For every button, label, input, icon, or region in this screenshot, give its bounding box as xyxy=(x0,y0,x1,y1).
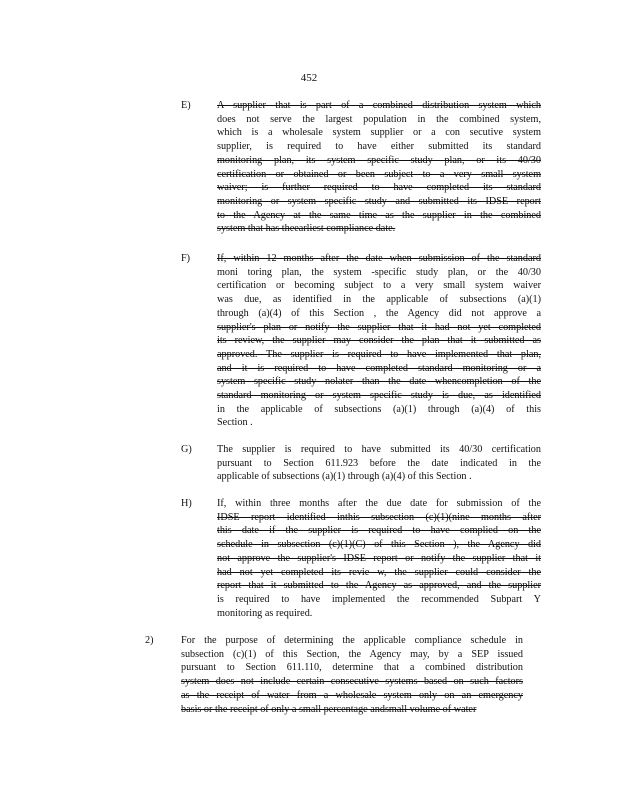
text-line: pursuant to Section 611.923 before the date indicated in the xyxy=(217,457,541,469)
text-line: standard monitoring or system specific study is due, as identified xyxy=(217,390,541,401)
page-number: 452 xyxy=(300,72,318,84)
text-line: pursuant to Section 611.110, determine that a combined distribution xyxy=(181,662,523,674)
text-line: system that has theearliest compliance date. xyxy=(217,223,396,235)
text-line: was due, as identified in the applicable of subsections (a)(1) xyxy=(217,294,541,306)
text-line: its review, the supplier may consider the plan that it submitted as xyxy=(217,335,541,347)
text-line: this date if the supplier is required to have complied on the xyxy=(217,525,541,537)
text-line: supplier, is required to have either submitted its standard xyxy=(217,141,541,153)
text-line: schedule in subsection (c)(1)(C) of this Section ), the Agency did xyxy=(217,539,541,551)
text-line: had not yet completed its revie w, the supplier could consider the xyxy=(217,566,541,578)
text-line: For the purpose of determining the applicable compliance schedule in xyxy=(181,635,523,646)
text-line: approved. The supplier is required to have implemented that plan, xyxy=(217,348,541,360)
text-line: through (a)(4) of this Section , the Agency did not approve a xyxy=(217,307,541,319)
text-line: system does not include certain consecutive systems based on such factors xyxy=(181,676,523,688)
subsection-label: E) xyxy=(181,100,191,111)
text-line: basis or the receipt of only a small percentage andsmall volume of water xyxy=(181,703,477,715)
text-line: certification or becoming subject to a very small system waiver xyxy=(217,280,541,292)
text-line: does not serve the largest population in the combined system, xyxy=(217,113,541,125)
text-line: If, within 12 months after the date when submission of the standard xyxy=(217,253,541,264)
text-line: to the Agency at the same time as the supplier in the combined xyxy=(217,209,541,221)
text-line: A supplier that is part of a combined distribution system which xyxy=(217,100,541,111)
subsection-label: F) xyxy=(181,253,191,264)
text-line: report that it submitted to the Agency as approved, and the supplier xyxy=(217,580,541,592)
text-line: and it is required to have completed standard monitoring or a xyxy=(217,362,541,374)
text-line: waiver; is further required to have completed its standard xyxy=(217,182,541,194)
text-line: supplier's plan or notify the supplier that it had not yet completed xyxy=(217,321,541,333)
text-line: certification or obtained or been subject to a very small system xyxy=(217,168,541,180)
text-line: monitoring plan, its system specific study plan, or its 40/30 xyxy=(217,154,541,166)
text-line: monitoring or system specific study and submitted its IDSE report xyxy=(217,195,541,207)
text-line: is required to have implemented the recommended Subpart Y xyxy=(217,593,541,605)
text-line: IDSE report identified inthis subsection (c)(1)(nine months after xyxy=(217,511,541,523)
text-line: in the applicable of subsections (a)(1) through (a)(4) of this xyxy=(217,403,541,415)
text-line: as the receipt of water from a wholesale system only on an emergency xyxy=(181,689,523,701)
text-line: subsection (c)(1) of this Section, the Agency may, by a SEP issued xyxy=(181,648,523,660)
text-line: If, within three months after the due date for submission of the xyxy=(217,498,541,509)
text-line: applicable of subsections (a)(1) through (a)(4) of this Section . xyxy=(217,471,472,483)
subsection-label: 2) xyxy=(145,635,154,646)
text-line: which is a wholesale system supplier or a con secutive system xyxy=(217,127,541,139)
subsection-label: H) xyxy=(181,498,192,509)
text-line: monitoring as required. xyxy=(217,607,313,619)
text-line: moni toring plan, the system -specific study plan, or the 40/30 xyxy=(217,266,541,278)
text-line: The supplier is required to have submitted its 40/30 certification xyxy=(217,444,541,455)
text-line: Section . xyxy=(217,417,253,429)
text-line: not approve the supplier's IDSE report or notify the supplier that it xyxy=(217,552,541,564)
subsection-label: G) xyxy=(181,444,192,455)
text-line: system specific study nolater than the date whencompletion of the xyxy=(217,376,541,388)
